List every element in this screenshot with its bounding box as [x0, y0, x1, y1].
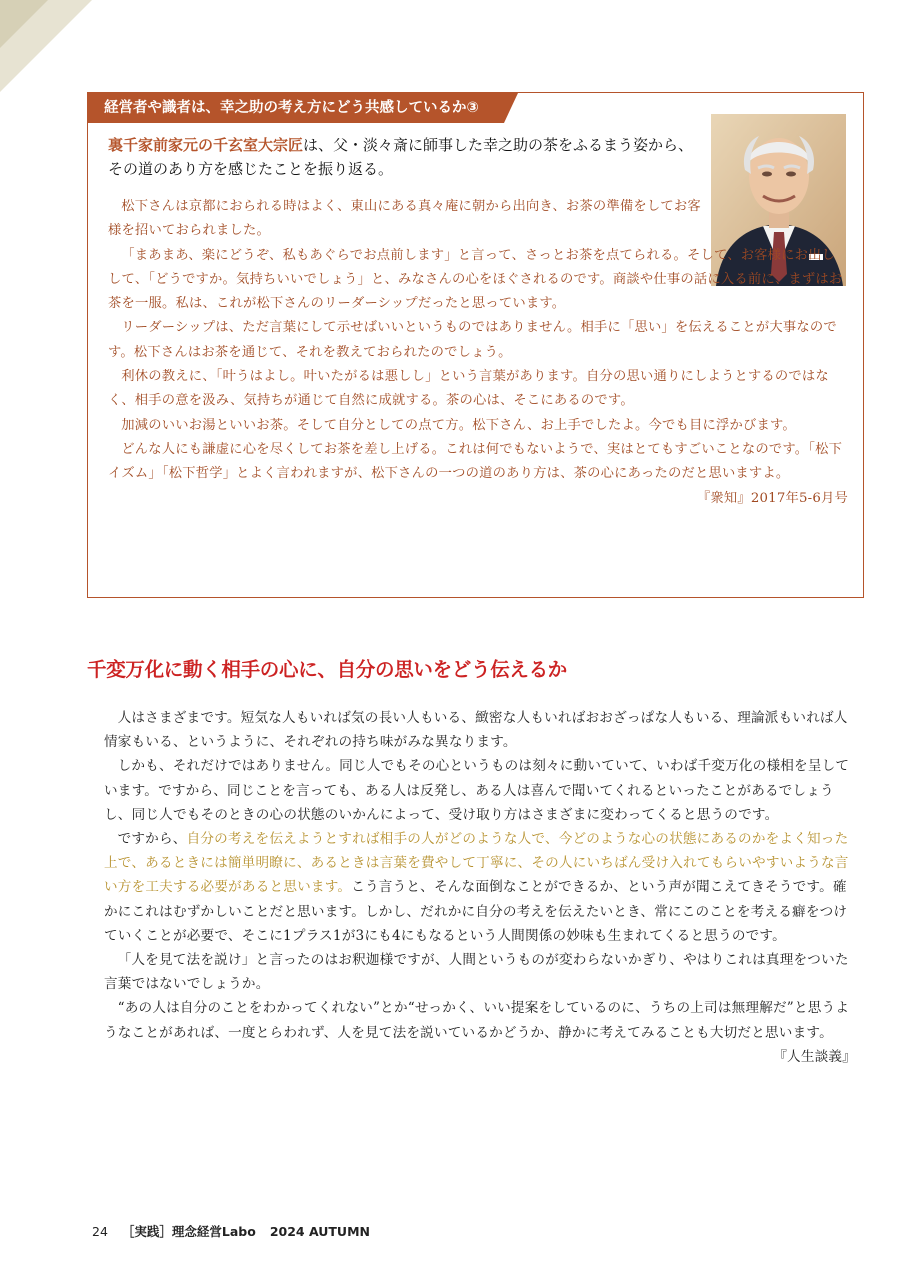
body-paragraph: 人はさまざまです。短気な人もいれば気の長い人もいる、緻密な人もいればおおざっぱな人もいる、理論派もいれば人情家もいる、というように、それぞれの持ち味がみな異なります。	[104, 710, 848, 751]
lead-text: は、父・淡々斎に師事した幸之助の茶をふるまう姿から、その道のあり方を感じたことを振り返る。	[108, 136, 694, 178]
article-body	[104, 706, 856, 1069]
quote-paragraph: 松下さんは京都におられる時はよく、東山にある真々庵に朝から出向き、お茶の準備をしてお客様を招いておられました。	[108, 199, 701, 239]
box-title: 経営者や識者は、幸之助の考え方にどう共感しているか③	[104, 100, 479, 116]
issue-label: 2024 AUTUMN	[269, 1224, 370, 1239]
body-paragraph	[104, 827, 856, 948]
quote-paragraph: どんな人にも謙虚に心を尽くしてお茶を差し上げる。これは何でもないようで、実はとてもすごいことなのです。「松下イズム」「松下哲学」とよく言われますが、松下さんの一つの道のあり方は、茶の心にあったのだと思いますよ。	[108, 441, 843, 482]
quote-body	[108, 195, 848, 511]
body-highlight: 自分の考えを伝えようとすれば相手の人がどのような人で、今どのような心の状態にあるのかをよく知った上で、あるときには簡単明瞭に、あるときは言葉を費やして丁寧に、その人にいちばん受け入れてもらいやすいような言い方を工夫する必要があると思います。	[104, 831, 849, 896]
body-paragraph: しかも、それだけではありません。同じ人でもその心というものは刻々に動いていて、いわば千変万化の様相を呈しています。ですから、同じことを言っても、ある人は反発し、ある人は喜んで聞いてくれるといったことがあるでしょうし、同じ人でもそのときの心の状態のいかんによって、受け取り方はさまざまに変わってくると思うのです。	[104, 758, 850, 823]
body-paragraph: 「人を見て法を説け」と言ったのはお釈迦様ですが、人間というものが変わらないかぎり、やはりこれは真理をついた言葉ではないでしょうか。	[104, 952, 849, 993]
quote-paragraph: 利休の教えに、「叶うはよし。叶いたがるは悪しし」という言葉があります。自分の思い通りにしようとするのではなく、相手の意を汲み、気持ちが通じて自然に成就する。茶の心は、そこにあるのです。	[108, 369, 829, 409]
quote-paragraph: 「まあまあ、楽にどうぞ、私もあぐらでお点前します」と言って、さっとお茶を点てられる。そして、お客様にお出しして、「どうですか。気持ちいいでしょう」と、みなさんの心をほぐされるのです。商談や仕事の話に入る前に、まずはお茶を一服。私は、これが松下さんのリーダーシップだったと思っています。	[108, 247, 843, 312]
lead-highlight: 裏千家前家元の千玄室大宗匠	[108, 136, 304, 154]
body-text: こう言うと、そんな面倒なことができるか、という声が聞こえてきそうです。確かにこれはむずかしいことだと思います。しかし、だれかに自分の考えを伝えたいとき、常にこのことを考える癖をつけていくことが必要で、そこに1プラス1が3にも4にもなるという人間関係の妙味も生まれてくると思うのです。	[104, 879, 848, 944]
body-paragraph: “あの人は自分のことをわかってくれない”とか“せっかく、いい提案をしているのに、うちの上司は無理解だ”と思うようなことがあれば、一度とらわれず、人を見て法を説いているかどうか、静かに考えてみることも大切だと思います。	[104, 1000, 850, 1041]
corner-decoration	[0, 0, 105, 105]
quote-source: 『衆知』2017年5-6月号	[696, 490, 848, 506]
magazine-name: ［実践］理念経営Labo	[121, 1224, 256, 1239]
box-lead	[108, 133, 703, 181]
quote-paragraph: リーダーシップは、ただ言葉にして示せばいいというものではありません。相手に「思い」を伝えることが大事なのです。松下さんはお茶を通じて、それを教えておられたのでしょう。	[108, 320, 837, 360]
quote-paragraph: 加減のいいお湯といいお茶。そして自分としての点て方。松下さん、お上手でしたよ。今でも目に浮かびます。	[121, 417, 796, 433]
body-text: ですから、	[117, 831, 187, 848]
section-heading: 千変万化に動く相手の心に、自分の思いをどう伝えるか	[87, 658, 568, 681]
page-number: 24	[92, 1224, 108, 1239]
body-source: 『人生談義』	[773, 1048, 856, 1065]
page-footer	[92, 1222, 380, 1240]
